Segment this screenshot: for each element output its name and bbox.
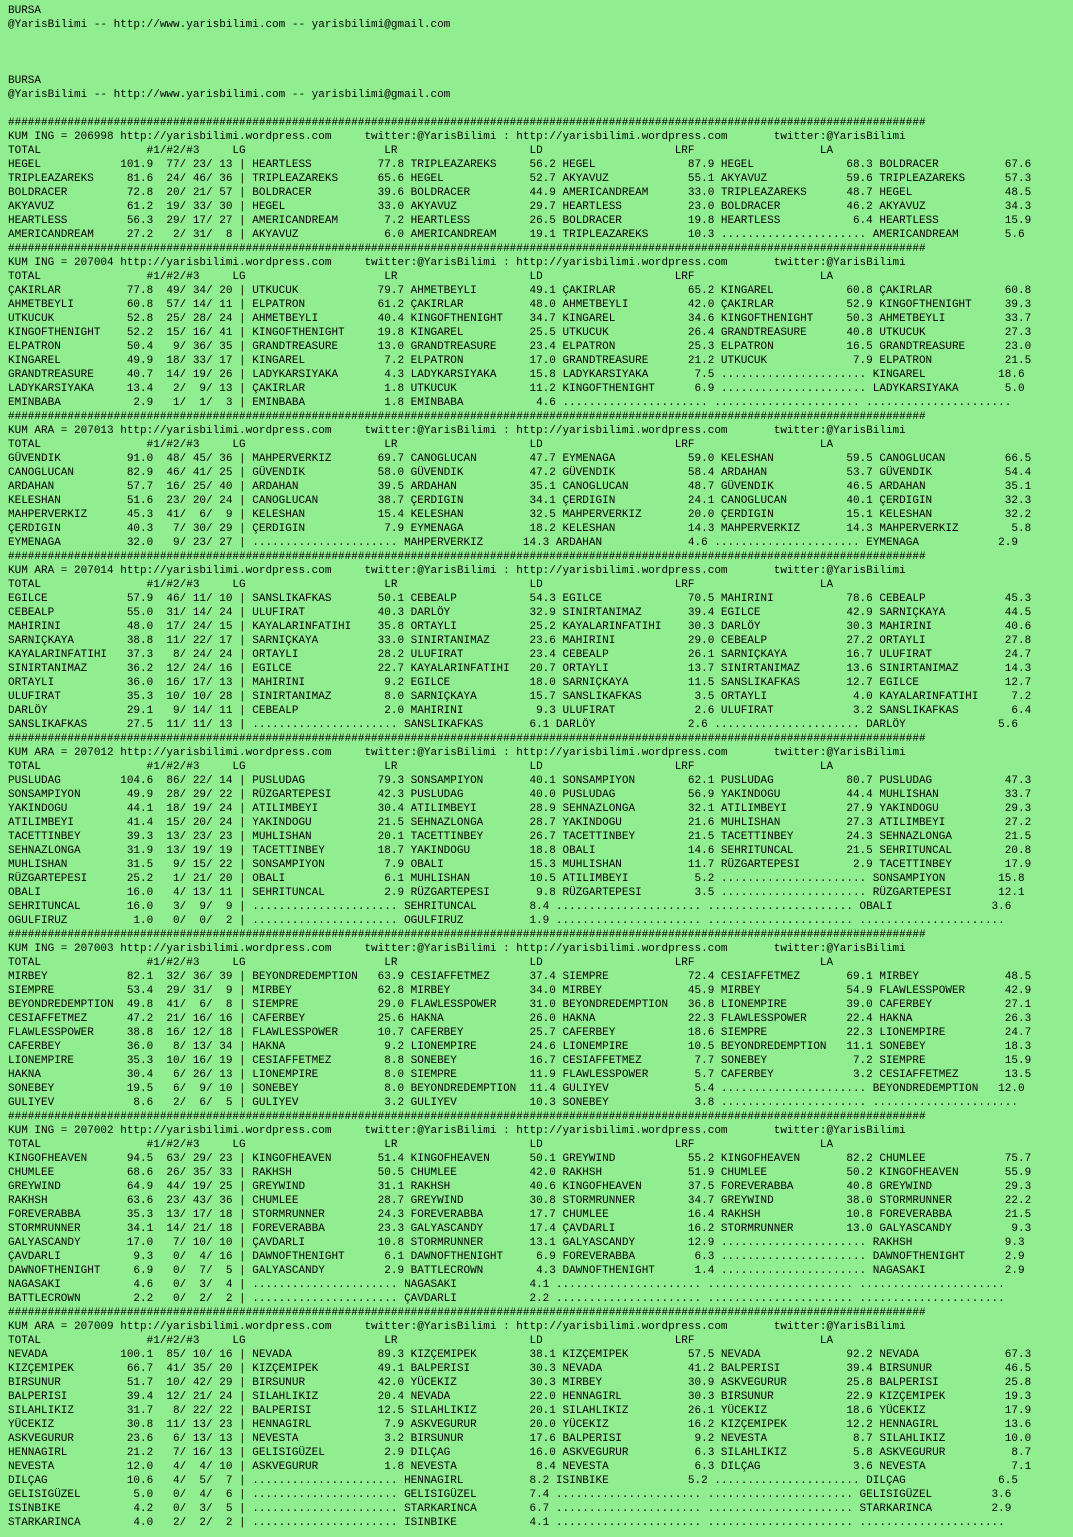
table-row: ULUFIRAT 35.3 10/ 10/ 28 | SINIRTANIMAZ 8.0 SARNIÇKAYA 15.7 SANSLIKAFKAS 3.5 ORTAYLI 4.0 KAYALARINFATIHI 7.2 [8, 691, 1032, 703]
table-row: OGULFIRUZ 1.0 0/ 0/ 2 | ...................... OGULFIRUZ 1.9 ...................... ...................... ...................... [8, 915, 1005, 927]
table-row: BEYONDREDEMPTION 49.8 41/ 6/ 8 | SIEMPRE 29.0 FLAWLESSPOWER 31.0 BEYONDREDEMPTION 36.8 LIONEMPIRE 39.0 CAFERBEY 27.1 [8, 999, 1032, 1011]
table-row: CANOGLUCAN 82.9 46/ 41/ 25 | GÜVENDIK 58.0 GÜVENDIK 47.2 GÜVENDIK 58.4 ARDAHAN 53.7 GÜVENDIK 54.4 [8, 467, 1032, 479]
table-row: MAHIRINI 48.0 17/ 24/ 15 | KAYALARINFATIHI 35.8 ORTAYLI 25.2 KAYALARINFATIHI 30.3 DARLÖY 30.3 MAHIRINI 40.6 [8, 621, 1032, 633]
race-title: KUM ING = 207002 http://yarisbilimi.wordpress.com twitter:@YarisBilimi : http://yarisbilimi.wordpress.com twitter:@YarisBilimi [8, 1125, 906, 1137]
table-row: ÇERDIGIN 40.3 7/ 30/ 29 | ÇERDIGIN 7.9 EYMENAGA 18.2 KELESHAN 14.3 MAHPERVERKIZ 14.3 MAHPERVERKIZ 5.8 [8, 523, 1032, 535]
table-row: GULIYEV 8.6 2/ 6/ 5 | GULIYEV 3.2 GULIYEV 10.3 SONEBEY 3.8 ...................... ...................... [8, 1097, 1018, 1109]
race-title: KUM ING = 207003 http://yarisbilimi.wordpress.com twitter:@YarisBilimi : http://yarisbilimi.wordpress.com twitter:@YarisBilimi [8, 943, 906, 955]
table-row: RAKHSH 63.6 23/ 43/ 36 | CHUMLEE 28.7 GREYWIND 30.8 STORMRUNNER 34.7 GREYWIND 38.0 STORMRUNNER 22.2 [8, 1195, 1032, 1207]
table-row: BATTLECROWN 2.2 0/ 2/ 2 | ...................... ÇAVDARLI 2.2 ...................... ...................... ...................... [8, 1293, 1005, 1305]
race-title: KUM ING = 207004 http://yarisbilimi.wordpress.com twitter:@YarisBilimi : http://yarisbilimi.wordpress.com twitter:@YarisBilimi [8, 257, 906, 269]
table-row: SANSLIKAFKAS 27.5 11/ 11/ 13 | ...................... SANSLIKAFKAS 6.1 DARLÖY 2.6 ...................... DARLÖY 5.6 [8, 719, 1018, 731]
table-row: BIRSUNUR 51.7 10/ 42/ 29 | BIRSUNUR 42.0 YÜCEKIZ 30.3 MIRBEY 30.9 ASKVEGURUR 25.8 BALPERISI 25.8 [8, 1377, 1032, 1389]
table-header-row: TOTAL #1/#2/#3 LG LR LD LRF LA [8, 1139, 834, 1151]
table-row: MUHLISHAN 31.5 9/ 15/ 22 | SONSAMPIYON 7.9 OBALI 15.3 MUHLISHAN 11.7 RÜZGARTEPESI 2.9 TACETTINBEY 17.9 [8, 859, 1032, 871]
table-row: AHMETBEYLI 60.8 57/ 14/ 11 | ELPATRON 61.2 ÇAKIRLAR 48.0 AHMETBEYLI 42.0 ÇAKIRLAR 52.9 KINGOFTHENIGHT 39.3 [8, 299, 1032, 311]
separator-line: ########################################################################################################################################### [8, 117, 926, 129]
table-row: SINIRTANIMAZ 36.2 12/ 24/ 16 | EGILCE 22.7 KAYALARINFATIHI 20.7 ORTAYLI 13.7 SINIRTANIMAZ 13.6 SINIRTANIMAZ 14.3 [8, 663, 1032, 675]
table-row: YÜCEKIZ 30.8 11/ 13/ 23 | HENNAGIRL 7.9 ASKVEGURUR 20.0 YÜCEKIZ 16.2 KIZÇEMIPEK 12.2 HENNAGIRL 13.6 [8, 1419, 1032, 1431]
table-row: EMINBABA 2.9 1/ 1/ 3 | EMINBABA 1.8 EMINBABA 4.6 ...................... ...................... ...................... [8, 397, 1012, 409]
race-title: KUM ARA = 207014 http://yarisbilimi.wordpress.com twitter:@YarisBilimi : http://yarisbilimi.wordpress.com twitter:@YarisBilimi [8, 565, 906, 577]
table-row: UTKUCUK 52.8 25/ 28/ 24 | AHMETBEYLI 40.4 KINGOFTHENIGHT 34.7 KINGAREL 34.6 KINGOFTHENIGHT 50.3 AHMETBEYLI 33.7 [8, 313, 1032, 325]
table-row: KAYALARINFATIHI 37.3 8/ 24/ 24 | ORTAYLI 28.2 ULUFIRAT 23.4 CEBEALP 26.1 SARNIÇKAYA 16.7 ULUFIRAT 24.7 [8, 649, 1032, 661]
table-row: LIONEMPIRE 35.3 10/ 16/ 19 | CESIAFFETMEZ 8.8 SONEBEY 16.7 CESIAFFETMEZ 7.7 SONEBEY 7.2 SIEMPRE 15.9 [8, 1055, 1032, 1067]
table-row: SARNIÇKAYA 38.8 11/ 22/ 17 | SARNIÇKAYA 33.0 SINIRTANIMAZ 23.6 MAHIRINI 29.0 CEBEALP 27.2 ORTAYLI 27.8 [8, 635, 1032, 647]
table-row: HENNAGIRL 21.2 7/ 16/ 13 | GELISIGÜZEL 2.9 DILÇAG 16.0 ASKVEGURUR 6.3 SILAHLIKIZ 5.8 ASKVEGURUR 8.7 [8, 1447, 1032, 1459]
table-header-row: TOTAL #1/#2/#3 LG LR LD LRF LA [8, 957, 834, 969]
table-row: HEGEL 101.9 77/ 23/ 13 | HEARTLESS 77.8 TRIPLEAZAREKS 56.2 HEGEL 87.9 HEGEL 68.3 BOLDRACER 67.6 [8, 159, 1032, 171]
table-row: TACETTINBEY 39.3 13/ 23/ 23 | MUHLISHAN 20.1 TACETTINBEY 26.7 TACETTINBEY 21.5 TACETTINBEY 24.3 SEHNAZLONGA 21.5 [8, 831, 1032, 843]
table-row: ARDAHAN 57.7 16/ 25/ 40 | ARDAHAN 39.5 ARDAHAN 35.1 CANOGLUCAN 48.7 GÜVENDIK 46.5 ARDAHAN 35.1 [8, 481, 1032, 493]
table-row: SEHNAZLONGA 31.9 13/ 19/ 19 | TACETTINBEY 18.7 YAKINDOGU 18.8 OBALI 14.6 SEHRITUNCAL 21.5 SEHRITUNCAL 20.8 [8, 845, 1032, 857]
table-row: SEHRITUNCAL 16.0 3/ 9/ 9 | ...................... SEHRITUNCAL 8.4 ...................... ...................... OBALI 3.6 [8, 901, 1012, 913]
separator-line: ########################################################################################################################################### [8, 551, 926, 563]
table-row: ÇAVDARLI 9.3 0/ 4/ 16 | DAWNOFTHENIGHT 6.1 DAWNOFTHENIGHT 6.9 FOREVERABBA 6.3 ...................... DAWNOFTHENIGHT 2.9 [8, 1251, 1025, 1263]
table-row: DARLÖY 29.1 9/ 14/ 11 | CEBEALP 2.0 MAHIRINI 9.3 ULUFIRAT 2.6 ULUFIRAT 3.2 SANSLIKAFKAS 6.4 [8, 705, 1032, 717]
table-row: EYMENAGA 32.0 9/ 23/ 27 | ...................... MAHPERVERKIZ 14.3 ARDAHAN 4.6 ...................... EYMENAGA 2.9 [8, 537, 1018, 549]
race-title: KUM ARA = 207013 http://yarisbilimi.wordpress.com twitter:@YarisBilimi : http://yarisbilimi.wordpress.com twitter:@YarisBilimi [8, 425, 906, 437]
separator-line: ########################################################################################################################################### [8, 929, 926, 941]
table-row: ÇAKIRLAR 77.8 49/ 34/ 20 | UTKUCUK 79.7 AHMETBEYLI 49.1 ÇAKIRLAR 65.2 KINGAREL 60.8 ÇAKIRLAR 60.8 [8, 285, 1032, 297]
site-contact-line: @YarisBilimi -- http://www.yarisbilimi.com -- yarisbilimi@gmail.com [8, 89, 451, 101]
table-row: SILAHLIKIZ 31.7 8/ 22/ 22 | BALPERISI 12.5 SILAHLIKIZ 20.1 SILAHLIKIZ 26.1 YÜCEKIZ 18.6 YÜCEKIZ 17.9 [8, 1405, 1032, 1417]
table-row: ORTAYLI 36.0 16/ 17/ 13 | MAHIRINI 9.2 EGILCE 18.0 SARNIÇKAYA 11.5 SANSLIKAFKAS 12.7 EGILCE 12.7 [8, 677, 1032, 689]
table-row: AKYAVUZ 61.2 19/ 33/ 30 | HEGEL 33.0 AKYAVUZ 29.7 HEARTLESS 23.0 BOLDRACER 46.2 AKYAVUZ 34.3 [8, 201, 1032, 213]
table-row: LADYKARSIYAKA 13.4 2/ 9/ 13 | ÇAKIRLAR 1.8 UTKUCUK 11.2 KINGOFTHENIGHT 6.9 ...................... LADYKARSIYAKA 5.0 [8, 383, 1025, 395]
table-row: TRIPLEAZAREKS 81.6 24/ 46/ 36 | TRIPLEAZAREKS 65.6 HEGEL 52.7 AKYAVUZ 55.1 AKYAVUZ 59.6 TRIPLEAZAREKS 57.3 [8, 173, 1032, 185]
table-row: KINGAREL 49.9 18/ 33/ 17 | KINGAREL 7.2 ELPATRON 17.0 GRANDTREASURE 21.2 UTKUCUK 7.9 ELPATRON 21.5 [8, 355, 1032, 367]
table-row: DAWNOFTHENIGHT 6.9 0/ 7/ 5 | GALYASCANDY 2.9 BATTLECROWN 4.3 DAWNOFTHENIGHT 1.4 ...................... NAGASAKI 2.9 [8, 1265, 1025, 1277]
table-row: SONEBEY 19.5 6/ 9/ 10 | SONEBEY 8.0 BEYONDREDEMPTION 11.4 GULIYEV 5.4 ...................... BEYONDREDEMPTION 12.0 [8, 1083, 1025, 1095]
table-row: GRANDTREASURE 40.7 14/ 19/ 26 | LADYKARSIYAKA 4.3 LADYKARSIYAKA 15.8 LADYKARSIYAKA 7.5 ...................... KINGAREL 18.6 [8, 369, 1025, 381]
table-row: GREYWIND 64.9 44/ 19/ 25 | GREYWIND 31.1 RAKHSH 40.6 KINGOFHEAVEN 37.5 FOREVERABBA 40.8 GREYWIND 29.3 [8, 1181, 1032, 1193]
table-header-row: TOTAL #1/#2/#3 LG LR LD LRF LA [8, 439, 834, 451]
table-row: KINGOFHEAVEN 94.5 63/ 29/ 23 | KINGOFHEAVEN 51.4 KINGOFHEAVEN 50.1 GREYWIND 55.2 KINGOFHEAVEN 82.2 CHUMLEE 75.7 [8, 1153, 1032, 1165]
table-header-row: TOTAL #1/#2/#3 LG LR LD LRF LA [8, 145, 834, 157]
table-row: BALPERISI 39.4 12/ 21/ 24 | SILAHLIKIZ 20.4 NEVADA 22.0 HENNAGIRL 30.3 BIRSUNUR 22.9 KIZÇEMIPEK 19.3 [8, 1391, 1032, 1403]
separator-line: ########################################################################################################################################### [8, 1111, 926, 1123]
site-contact-line: @YarisBilimi -- http://www.yarisbilimi.com -- yarisbilimi@gmail.com [8, 19, 451, 31]
table-row: OBALI 16.0 4/ 13/ 11 | SEHRITUNCAL 2.9 RÜZGARTEPESI 9.8 RÜZGARTEPESI 3.5 ...................... RÜZGARTEPESI 12.1 [8, 887, 1025, 899]
table-row: HEARTLESS 56.3 29/ 17/ 27 | AMERICANDREAM 7.2 HEARTLESS 26.5 BOLDRACER 19.8 HEARTLESS 6.4 HEARTLESS 15.9 [8, 215, 1032, 227]
race-title: KUM ING = 206998 http://yarisbilimi.wordpress.com twitter:@YarisBilimi : http://yarisbilimi.wordpress.com twitter:@YarisBilimi [8, 131, 906, 143]
table-row: CHUMLEE 68.6 26/ 35/ 33 | RAKHSH 50.5 CHUMLEE 42.0 RAKHSH 51.9 CHUMLEE 50.2 KINGOFHEAVEN 55.9 [8, 1167, 1032, 1179]
race-title: KUM ARA = 207009 http://yarisbilimi.wordpress.com twitter:@YarisBilimi : http://yarisbilimi.wordpress.com twitter:@YarisBilimi [8, 1321, 906, 1333]
table-row: NEVADA 100.1 85/ 10/ 16 | NEVADA 89.3 KIZÇEMIPEK 38.1 KIZÇEMIPEK 57.5 NEVADA 92.2 NEVADA 67.3 [8, 1349, 1032, 1361]
table-row: KELESHAN 51.6 23/ 20/ 24 | CANOGLUCAN 38.7 ÇERDIGIN 34.1 ÇERDIGIN 24.1 CANOGLUCAN 40.1 ÇERDIGIN 32.3 [8, 495, 1032, 507]
table-header-row: TOTAL #1/#2/#3 LG LR LD LRF LA [8, 1335, 834, 1347]
separator-line: ########################################################################################################################################### [8, 1307, 926, 1319]
separator-line: ########################################################################################################################################### [8, 243, 926, 255]
table-row: NAGASAKI 4.6 0/ 3/ 4 | ...................... NAGASAKI 4.1 ...................... ...................... ...................... [8, 1279, 1005, 1291]
table-row: FOREVERABBA 35.3 13/ 17/ 18 | STORMRUNNER 24.3 FOREVERABBA 17.7 CHUMLEE 16.4 RAKHSH 10.8 FOREVERABBA 21.5 [8, 1209, 1032, 1221]
table-row: GÜVENDIK 91.0 48/ 45/ 36 | MAHPERVERKIZ 69.7 CANOGLUCAN 47.7 EYMENAGA 59.0 KELESHAN 59.5 CANOGLUCAN 66.5 [8, 453, 1032, 465]
table-header-row: TOTAL #1/#2/#3 LG LR LD LRF LA [8, 761, 834, 773]
table-row: FLAWLESSPOWER 38.8 16/ 12/ 18 | FLAWLESSPOWER 10.7 CAFERBEY 25.7 CAFERBEY 18.6 SIEMPRE 22.3 LIONEMPIRE 24.7 [8, 1027, 1032, 1039]
table-row: PUSLUDAG 104.6 86/ 22/ 14 | PUSLUDAG 79.3 SONSAMPIYON 40.1 SONSAMPIYON 62.1 PUSLUDAG 80.7 PUSLUDAG 47.3 [8, 775, 1032, 787]
table-row: SONSAMPIYON 49.9 28/ 29/ 22 | RÜZGARTEPESI 42.3 PUSLUDAG 40.0 PUSLUDAG 56.9 YAKINDOGU 44.4 MUHLISHAN 33.7 [8, 789, 1032, 801]
table-row: AMERICANDREAM 27.2 2/ 31/ 8 | AKYAVUZ 6.0 AMERICANDREAM 19.1 TRIPLEAZAREKS 10.3 ...................... AMERICANDREAM 5.6 [8, 229, 1025, 241]
table-row: YAKINDOGU 44.1 18/ 19/ 24 | ATILIMBEYI 30.4 ATILIMBEYI 28.9 SEHNAZLONGA 32.1 ATILIMBEYI 27.9 YAKINDOGU 29.3 [8, 803, 1032, 815]
table-row: HAKNA 30.4 6/ 26/ 13 | LIONEMPIRE 8.0 SIEMPRE 11.9 FLAWLESSPOWER 5.7 CAFERBEY 3.2 CESIAFFETMEZ 13.5 [8, 1069, 1032, 1081]
table-header-row: TOTAL #1/#2/#3 LG LR LD LRF LA [8, 271, 834, 283]
table-row: KIZÇEMIPEK 66.7 41/ 35/ 20 | KIZÇEMIPEK 49.1 BALPERISI 30.3 NEVADA 41.2 BALPERISI 39.4 BIRSUNUR 46.5 [8, 1363, 1032, 1375]
separator-line: ########################################################################################################################################### [8, 733, 926, 745]
table-row: STARKARINCA 4.0 2/ 2/ 2 | ...................... ISINBIKE 4.1 ...................... ...................... ...................... [8, 1517, 1005, 1529]
table-header-row: TOTAL #1/#2/#3 LG LR LD LRF LA [8, 579, 834, 591]
table-row: GALYASCANDY 17.0 7/ 10/ 10 | ÇAVDARLI 10.8 STORMRUNNER 13.1 GALYASCANDY 12.9 ...................... RAKHSH 9.3 [8, 1237, 1025, 1249]
table-row: MAHPERVERKIZ 45.3 41/ 6/ 9 | KELESHAN 15.4 KELESHAN 32.5 MAHPERVERKIZ 20.0 ÇERDIGIN 15.1 KELESHAN 32.2 [8, 509, 1032, 521]
table-row: ISINBIKE 4.2 0/ 3/ 5 | ...................... STARKARINCA 6.7 ...................... ...................... STARKARINCA 2.9 [8, 1503, 1012, 1515]
table-row: CAFERBEY 36.0 8/ 13/ 34 | HAKNA 9.2 LIONEMPIRE 24.6 LIONEMPIRE 10.5 BEYONDREDEMPTION 11.1 SONEBEY 18.3 [8, 1041, 1032, 1053]
table-row: CEBEALP 55.0 31/ 14/ 24 | ULUFIRAT 40.3 DARLÖY 32.9 SINIRTANIMAZ 39.4 EGILCE 42.9 SARNIÇKAYA 44.5 [8, 607, 1032, 619]
table-row: CESIAFFETMEZ 47.2 21/ 16/ 16 | CAFERBEY 25.6 HAKNA 26.0 HAKNA 22.3 FLAWLESSPOWER 22.4 HAKNA 26.3 [8, 1013, 1032, 1025]
table-row: RÜZGARTEPESI 25.2 1/ 21/ 20 | OBALI 6.1 MUHLISHAN 10.5 ATILIMBEYI 5.2 ...................... SONSAMPIYON 15.8 [8, 873, 1025, 885]
table-row: SIEMPRE 53.4 29/ 31/ 9 | MIRBEY 62.8 MIRBEY 34.0 MIRBEY 45.9 MIRBEY 54.9 FLAWLESSPOWER 42.9 [8, 985, 1032, 997]
separator-line: ########################################################################################################################################### [8, 411, 926, 423]
city-title: BURSA [8, 5, 42, 17]
table-row: NEVESTA 12.0 4/ 4/ 10 | ASKVEGURUR 1.8 NEVESTA 8.4 NEVESTA 6.3 DILÇAG 3.6 NEVESTA 7.1 [8, 1461, 1032, 1473]
table-row: KINGOFTHENIGHT 52.2 15/ 16/ 41 | KINGOFTHENIGHT 19.8 KINGAREL 25.5 UTKUCUK 26.4 GRANDTREASURE 40.8 UTKUCUK 27.3 [8, 327, 1032, 339]
table-row: STORMRUNNER 34.1 14/ 21/ 18 | FOREVERABBA 23.3 GALYASCANDY 17.4 ÇAVDARLI 16.2 STORMRUNNER 13.0 GALYASCANDY 9.3 [8, 1223, 1032, 1235]
table-row: EGILCE 57.9 46/ 11/ 10 | SANSLIKAFKAS 50.1 CEBEALP 54.3 EGILCE 70.5 MAHIRINI 78.6 CEBEALP 45.3 [8, 593, 1032, 605]
table-row: MIRBEY 82.1 32/ 36/ 39 | BEYONDREDEMPTION 63.9 CESIAFFETMEZ 37.4 SIEMPRE 72.4 CESIAFFETMEZ 69.1 MIRBEY 48.5 [8, 971, 1032, 983]
city-title: BURSA [8, 75, 42, 87]
table-row: ASKVEGURUR 23.6 6/ 13/ 13 | NEVESTA 3.2 BIRSUNUR 17.6 BALPERISI 9.2 NEVESTA 8.7 SILAHLIKIZ 10.0 [8, 1433, 1032, 1445]
table-row: DILÇAG 10.6 4/ 5/ 7 | ...................... HENNAGIRL 8.2 ISINBIKE 5.2 ...................... DILÇAG 6.5 [8, 1475, 1018, 1487]
table-row: BOLDRACER 72.8 20/ 21/ 57 | BOLDRACER 39.6 BOLDRACER 44.9 AMERICANDREAM 33.0 TRIPLEAZAREKS 48.7 HEGEL 48.5 [8, 187, 1032, 199]
table-row: ELPATRON 50.4 9/ 36/ 35 | GRANDTREASURE 13.0 GRANDTREASURE 23.4 ELPATRON 25.3 ELPATRON 16.5 GRANDTREASURE 23.0 [8, 341, 1032, 353]
table-row: GELISIGÜZEL 5.0 0/ 4/ 6 | ...................... GELISIGÜZEL 7.4 ...................... ...................... GELISIGÜZEL 3.6 [8, 1489, 1012, 1501]
race-title: KUM ARA = 207012 http://yarisbilimi.wordpress.com twitter:@YarisBilimi : http://yarisbilimi.wordpress.com twitter:@YarisBilimi [8, 747, 906, 759]
table-row: ATILIMBEYI 41.4 15/ 20/ 24 | YAKINDOGU 21.5 SEHNAZLONGA 28.7 YAKINDOGU 21.6 MUHLISHAN 27.3 ATILIMBEYI 27.2 [8, 817, 1032, 829]
